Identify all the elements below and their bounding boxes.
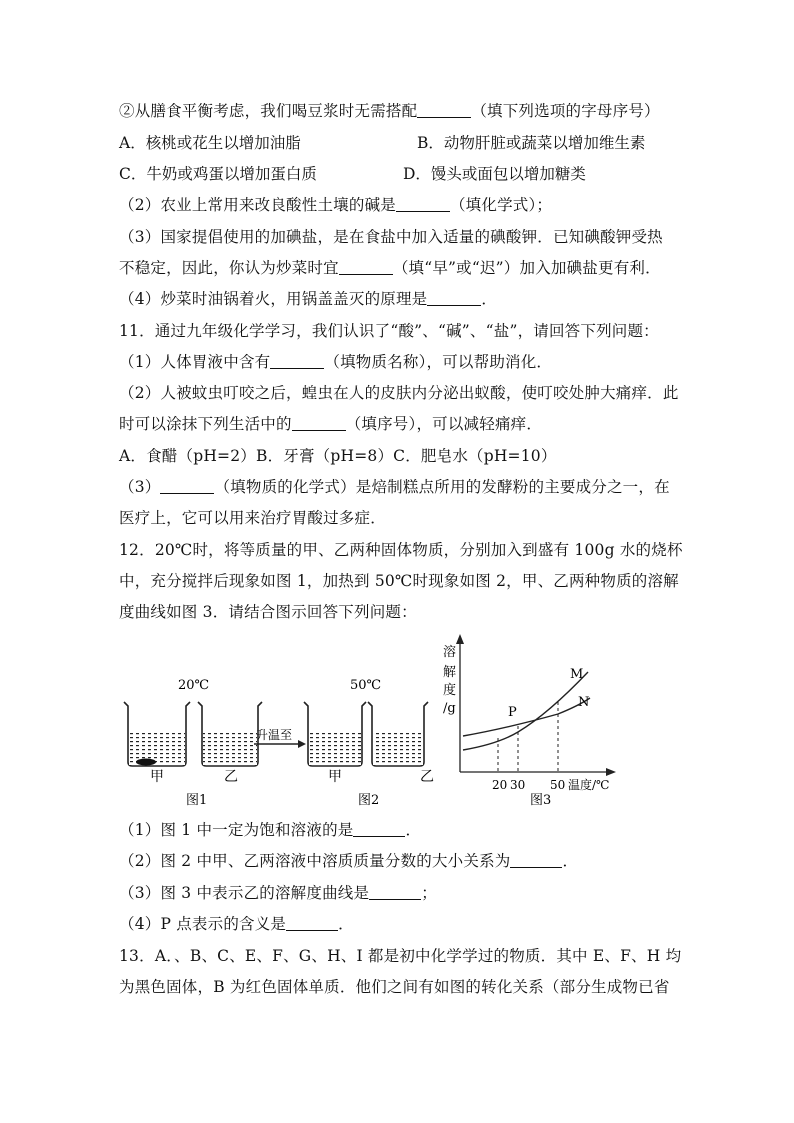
q11-part3-line2: 医疗上，它可以用来治疗胃酸过多症． [119, 509, 386, 527]
beaker-label-yi-1: 乙 [224, 769, 238, 785]
q11-stem: 11．通过九年级化学学习，我们认识了“酸”、“碱”、“盐”，请回答下列问题： [119, 322, 659, 340]
beaker-yi-fig2 [368, 702, 428, 766]
answer-blank[interactable] [292, 414, 346, 431]
answer-blank[interactable] [417, 101, 471, 118]
answer-blank[interactable] [270, 352, 324, 369]
q12-part2: （2）图 2 中甲、乙两溶液中溶质质量分数的大小关系为 ． [119, 852, 579, 870]
tick-50: 50 [550, 778, 566, 792]
answer-blank[interactable] [353, 820, 405, 837]
q11-options: A．食醋（pH=2）B．牙膏（pH=8）C．肥皂水（pH=10） [119, 447, 557, 465]
beaker-label-jia-2: 甲 [328, 769, 342, 785]
option-b: B．动物肝脏或蔬菜以增加维生素 [417, 134, 646, 152]
x-axis-label: 温度/℃ [568, 778, 610, 792]
beaker-jia-fig2 [304, 702, 366, 766]
svg-text:度: 度 [443, 683, 457, 698]
q12-part4: （4）P 点表示的含义是 ． [119, 915, 354, 933]
undissolved-solid [136, 759, 156, 766]
tick-30: 30 [510, 778, 526, 792]
arrow-label: 升温至 [256, 728, 293, 742]
q11-part2-line1: （2）人被蚊虫叮咬之后，蝗虫在人的皮肤内分泌出蚁酸，使叮咬处肿大痛痒．此 [119, 384, 679, 402]
beaker-jia-fig1 [124, 702, 190, 766]
option-d: D．馒头或面包以增加糖类 [403, 165, 586, 183]
fig1-temperature: 20℃ [178, 678, 210, 693]
answer-blank[interactable] [339, 258, 393, 275]
option-a: A．核桃或花生以增加油脂 [119, 134, 301, 152]
fig2-temperature: 50℃ [350, 678, 382, 693]
curve-n [463, 698, 590, 736]
q12-part1: （1）图 1 中一定为饱和溶液的是 ． [119, 821, 422, 839]
option-c: C．牛奶或鸡蛋以增加蛋白质 [119, 165, 317, 183]
q12-stem-line3: 度曲线如图 3．请结合图示回答下列问题： [119, 603, 417, 621]
answer-blank[interactable] [427, 289, 481, 306]
options-row-ab [119, 132, 679, 154]
beaker-yi-fig1 [198, 702, 262, 766]
q10-part4-line: （4）炒菜时油锅着火，用锅盖盖灭的原理是 ． [119, 290, 498, 308]
fig1-caption: 图1 [186, 793, 208, 808]
answer-blank[interactable] [160, 477, 214, 494]
fig3-caption: 图3 [530, 793, 552, 808]
q11-part1: （1）人体胃液中含有 （填物质名称），可以帮助消化． [119, 353, 553, 371]
label-m: M [570, 667, 584, 682]
svg-text:/g: /g [443, 701, 456, 716]
answer-blank[interactable] [286, 914, 338, 931]
beaker-label-yi-2: 乙 [420, 769, 434, 785]
axes [456, 634, 616, 776]
y-axis-label [443, 644, 456, 716]
beaker-label-jia-1: 甲 [150, 769, 164, 785]
answer-blank[interactable] [369, 883, 421, 900]
options-row-cd [119, 163, 679, 185]
answer-blank[interactable] [396, 195, 450, 212]
q12-part3: （3）图 3 中表示乙的溶解度曲线是 ； [119, 884, 437, 902]
label-p: P [508, 705, 517, 720]
svg-text:溶: 溶 [443, 645, 457, 660]
q12-stem-line2: 中，充分搅拌后现象如图 1，加热到 50℃时现象如图 2，甲、乙两种物质的溶解 [119, 572, 679, 590]
tick-20: 20 [492, 778, 508, 792]
label-n: N [578, 695, 590, 710]
answer-blank[interactable] [510, 851, 562, 868]
q10-part3-line1: （3）国家提倡使用的加碘盐，是在食盐中加入适量的碘酸钾．已知碘酸钾受热 [119, 228, 663, 246]
svg-text:解: 解 [443, 665, 457, 680]
q11-part3-line1: （3） （填物质的化学式）是焙制糕点所用的发酵粉的主要成分之一，在 [119, 478, 670, 496]
curve-m [463, 672, 588, 750]
fig2-caption: 图2 [358, 793, 380, 808]
q10-part2-line: ②从膳食平衡考虑，我们喝豆浆时无需搭配 （填下列选项的字母序号） [119, 102, 660, 120]
q10-part3-line2: 不稳定，因此，你认为炒菜时宜 （填“早”或“迟”）加入加碘盐更有利． [119, 259, 661, 277]
q13-stem-line1: 13．A．、B、C、E、F、G、H、I 都是初中化学学过的物质．其中 E、F、H 均 [119, 947, 682, 965]
q12-stem-line1: 12．20℃时，将等质量的甲、乙两种固体物质，分别加入到盛有 100g 水的烧杯 [119, 541, 683, 559]
q10-part2-soil: （2）农业上常用来改良酸性土壤的碱是 （填化学式）； [119, 196, 553, 214]
q12-figure [118, 632, 618, 812]
q11-part2-line2: 时可以涂抹下列生活中的 （填序号），可以减轻痛痒． [119, 415, 543, 433]
q13-stem-line2: 为黑色固体，B 为红色固体单质．他们之间有如图的转化关系（部分生成物已省 [119, 978, 670, 996]
